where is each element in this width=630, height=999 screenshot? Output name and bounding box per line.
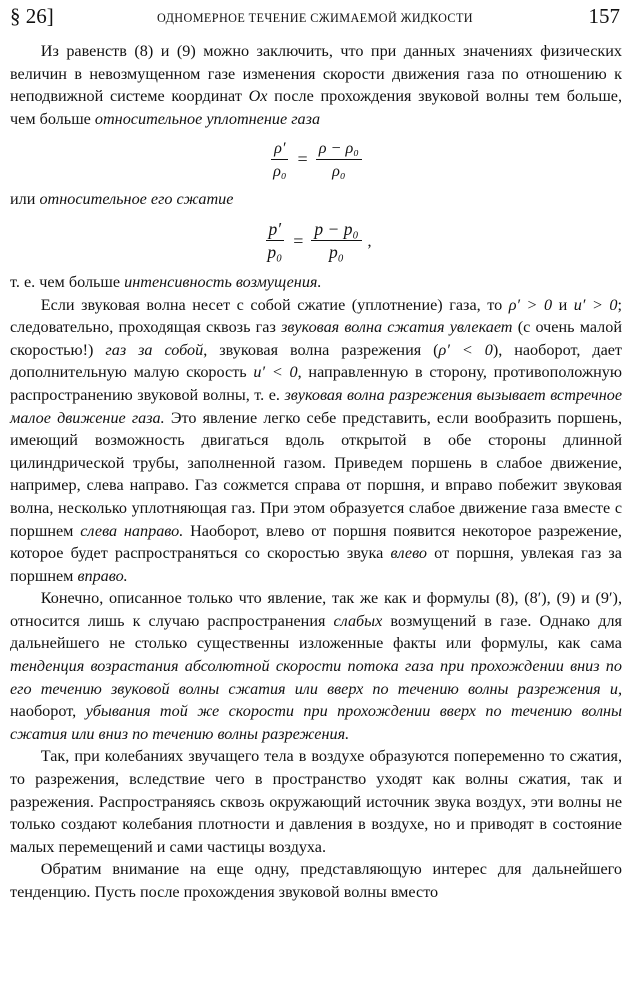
fraction-rhs: $\frac{\text{ρ − ρ₀}}{\text{ρ₀}}$	[316, 138, 362, 181]
fraction-lhs: $\frac{\rho'}{\text{ρ₀}}$	[273, 138, 287, 180]
emphasis: относительное его сжатие	[39, 190, 234, 209]
emphasis: слева направо.	[80, 521, 184, 540]
emphasis: тенденция возрастания абсолютной скорости потока газа при прохождении вниз по его течению звуковой волны сжатия или вверх по течению волны разрежения и,	[10, 657, 622, 698]
emphasis: относительное уплотнение газа	[94, 109, 321, 128]
fraction-rhs: $\frac{\text{p − p₀}}{\text{p₀}}$	[311, 219, 361, 262]
section-number: § 26]	[10, 4, 54, 28]
page-body	[10, 40, 622, 904]
math-inline: ρ′ > 0	[508, 295, 553, 314]
paragraph-4: Так, при колебаниях звучащего тела в воздухе образуются попеременно то сжатия, то разрежения, вследствие чего в пространство уходят как волны сжатия, так и разрежения. Распространяясь сквозь окружающий источник звука воздух, эти волны не только создают колебания плотности и давления в воздухе, но и приводят в состояние малых перемещений и сами частицы воздуха.	[10, 747, 622, 856]
emphasis: звуковая волна разрежения вызывает встречное малое движение газа.	[10, 385, 623, 427]
line-or: или относительное его сжатие	[10, 190, 234, 209]
line-te: т. е. чем больше интенсивность возмущения.	[10, 272, 322, 291]
emphasis: интенсивность возмущения.	[124, 272, 322, 291]
fraction-lhs: $\frac{p'}{\text{p₀}}$	[267, 219, 283, 263]
math-inline: u′ > 0	[573, 295, 618, 314]
emphasis: газ за собой	[105, 340, 204, 359]
paragraph-3: Конечно, описанное только что явление, так же как и формулы (8), (8′), (9) и (9′), относится лишь к случаю распространения слабых возмущений в газе. Однако для дальнейшего не столько существенны изложенные факты или формулы, как сама тенденция возрастания абсолютной скорости потока газа при прохождении вниз по его течению звуковой волны сжатия или вверх по течению волны разрежения и, наоборот, убывания той же скорости при прохождении вверх по течению волны сжатия или вниз по течению волны разрежения.	[10, 589, 623, 743]
running-header	[10, 4, 620, 34]
paragraph-5: Обратим внимание на еще одну, представляющую интерес для дальнейшего тенденцию. Пусть после прохождения звуковой волны вместо	[10, 860, 622, 901]
emphasis: убывания той же скорости при прохождении вверх по течению волны сжатия или вниз по течению волны разрежения.	[10, 702, 623, 743]
math-ox: Ox	[248, 87, 268, 106]
formula-relative-density: $\frac{\rho'}{\text{ρ₀}}$ = $\frac{\text{ρ − ρ₀}}{\text{ρ₀}}$	[10, 130, 622, 188]
formula-relative-compression: $\frac{p'}{\text{p₀}}$ = $\frac{\text{p − p₀}}{\text{p₀}}$ ,	[10, 211, 622, 271]
emphasis: влево	[390, 544, 428, 563]
math-inline: u′ < 0	[253, 363, 298, 382]
emphasis: звуковая волна сжатия увлекает	[281, 318, 513, 337]
paragraph-1: Из равенств (8) и (9) можно заключить, что при данных значениях физических величин в невозмущенном газе изменения скорости движения газа по отношению к неподвижной системе координат Ox после прохождения звуковой волны тем больше, чем больше относительное уплотнение газа	[10, 42, 623, 128]
math-inline: ρ′ < 0	[438, 340, 493, 359]
paragraph-2: Если звуковая волна несет с собой сжатие (уплотнение) газа, то ρ′ > 0 и u′ > 0; следовательно, проходящая сквозь газ звуковая волна сжатия увлекает (с очень малой скоростью!) газ за собой, звуковая волна разрежения (ρ′ < 0), наоборот, дает дополнительную малую скорость u′ < 0, направленную в сторону, противоположную распространению звуковой волны, т. е. звуковая волна разрежения вызывает встречное малое движение газа. Это явление легко себе представить, если вообразить поршень, имеющий возможность двигаться вдоль открытой в обе стороны длинной цилиндрической трубы, заполненной газом. Приведем поршень в слабое движение, например, слева направо. Газ сожмется справа от поршня, и вправо побежит звуковая волна, несколько уплотняющая газ. При этом образуется слабое движение газа вместе с поршнем слева направо. Наоборот, влево от поршня появится некоторое разрежение, которое будет распространяться со скоростью звука влево от поршня, увлекая газ за поршнем вправо.	[10, 295, 623, 585]
emphasis: слабых	[333, 611, 383, 630]
emphasis: вправо.	[77, 566, 128, 585]
running-title: ОДНОМЕРНОЕ ТЕЧЕНИЕ СЖИМАЕМОЙ ЖИДКОСТИ	[156, 11, 474, 25]
page-number: 157	[588, 4, 620, 28]
